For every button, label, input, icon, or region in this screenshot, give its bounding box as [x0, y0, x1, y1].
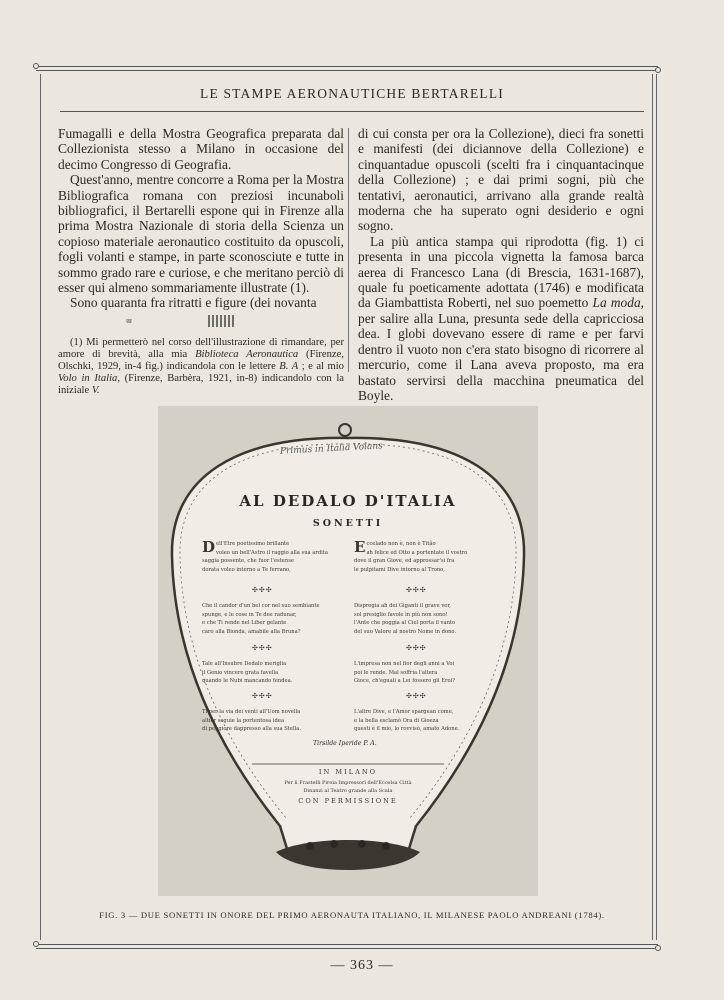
- verse-line: L'impresa non nel fior degli anni a Voi: [354, 661, 455, 667]
- footnote-title-volo: Volo in Italia,: [58, 372, 120, 384]
- verse-line: poi le rende. Mal soffria l'altera: [354, 669, 438, 676]
- right-paragraph-2-text-a: La più antica stampa qui riprodotta (fig. 1) ci presenta in una piccola vignetta la famosa barca aerea di Francesco Lana (di Brescia, 1631-1687), quale fu poeticamente adottata (1746) e modificata da Giambattista Roberti, nel suo poemetto: [358, 233, 644, 311]
- right-paragraph-2-text-b: per salire alla Luna, presunta sede della capricciosa dea. I globi dovevano essere di rame e per farvi dentro il vuoto non c'era stato bisogno di ricorrere al mercurio, come il Lana aveva proposto, ma era bastato servirsi della macchina pneumatica del Boyle.: [358, 310, 644, 403]
- column-divider: [348, 128, 349, 372]
- corner-ornament-top-right: [655, 67, 661, 73]
- verse-line: spunge, e le cose in Te dee radunar,: [202, 611, 297, 618]
- ornament: ✣✣✣: [406, 644, 427, 652]
- footnote-title-biblioteca: Biblioteca Aeronautica: [195, 348, 299, 360]
- right-sonnet-stanza-4: [354, 708, 459, 734]
- frame-rule-bottom-inner: [36, 948, 658, 949]
- verse-line: Dispregia ah dei Giganti il grave ver,: [354, 603, 451, 609]
- figure-caption: FIG. 3 — DUE SONETTI IN ONORE DEL PRIMO AERONAUTA ITALIANO, IL MILANESE PAOLO ANDREANI (1784).: [99, 910, 605, 920]
- verse-line: sol presiglio favole in più non sono!: [354, 611, 448, 618]
- printer-mark: ᵚ: [126, 314, 132, 329]
- left-sonnet-stanza-3: [202, 660, 292, 686]
- verse-line: ccelado non è, non è Titão: [366, 541, 436, 547]
- verse-line: Gioce, ch'eguali a Lei fossero gli Eroi?: [354, 678, 456, 685]
- footnote-text-2: (Firenze, Olschki, 1929, in-4 fig.) indicandola con le lettere: [58, 348, 344, 372]
- ornament: ✣✣✣: [252, 692, 273, 700]
- left-paragraph-2: Quest'anno, mentre concorre a Roma per la Mostra Bibliografica romana con preziosi incunaboli bibliografici, il Bertarelli espone qui in Firenze alla prima Mostra Nazionale di storia della Scienza un copioso materiale aeronautico costituito da opuscoli, fogli volanti e stampe, in parte sconosciute e tutte in sommo grado rare e curiose, e che meritano perciò di esser qui almeno sommariamente illustrate (1).: [58, 172, 344, 296]
- verse-line: questi è il mio, lo rovvisò, amato Adone.: [354, 726, 460, 733]
- imprint-city: IN MILANO: [318, 768, 378, 776]
- verse-line: L'altre Dive, e l'Amor spargean come,: [354, 709, 454, 715]
- ornament: ✣✣✣: [406, 586, 427, 594]
- imprint-line: Per li Frastelli Piroia Impressori dell'Eccelsa Città: [284, 780, 412, 786]
- verse-line: le pulpitami Dive intorno al Trono,: [354, 566, 445, 573]
- ornament: ✣✣✣: [406, 692, 427, 700]
- verse-line: del suo Valore al nostro Nome in dono.: [354, 628, 457, 635]
- ornament: ✣✣✣: [252, 586, 273, 594]
- left-sonnet-stanza-1: [202, 538, 329, 574]
- footnote-text-1: (1) Mi permetterò nel corso dell'illustrazione di rimandare, per amore di brevità, alla mia: [58, 336, 344, 360]
- left-paragraph-3: Sono quaranta fra ritratti e figure (dei novanta: [70, 295, 317, 311]
- right-paragraph-2: [358, 234, 644, 403]
- verse-line: di peggiore dappresso alla sua Stella.: [202, 726, 302, 733]
- right-sonnet-stanza-2: [354, 602, 456, 636]
- verse-line: dove il gran Giove, ed approssar'si fra: [354, 558, 455, 565]
- verse-line: Ti per la via dei venti all'Uom novella: [202, 709, 301, 715]
- verse-line: e la bella esclamò Ora di Gioeza: [354, 717, 439, 724]
- frame-rule-left: [40, 74, 41, 940]
- verse-line: dorata voleo interno a Te ferrano,: [202, 566, 291, 573]
- frame-rule-right-outer: [656, 74, 657, 940]
- verse-line: saggia possente, che fuor l'estense: [202, 558, 294, 565]
- verse-line: ell'Etre poetissimo brillante: [216, 541, 290, 547]
- right-sonnet-stanza-3: [354, 660, 455, 686]
- plate-subtitle: SONETTI: [312, 518, 384, 529]
- ink-smudge: [208, 315, 234, 327]
- handwritten-inscription: Primus in Italia Volans: [279, 441, 384, 457]
- footnote-1: [58, 337, 344, 397]
- frame-rule-top: [36, 66, 658, 67]
- signature: Tirsilde Iperide P. A.: [313, 740, 377, 747]
- left-column: [58, 126, 344, 397]
- imprint-permission: CON PERMISSIONE: [298, 797, 398, 805]
- verse-line: Tale all'Insubre Dedalo meriglia: [202, 661, 287, 667]
- running-head: LE STAMPE AERONAUTICHE BERTARELLI: [200, 86, 504, 101]
- imprint-line: Dinanzi al Teatro grande alla Scala: [303, 788, 393, 794]
- verse-line: altier seguie la portentosa idea: [202, 717, 285, 724]
- right-paragraph-1: di cui consta per ora la Collezione), dieci fra sonetti e manifesti (dei diciannove della Collezione) e cinquantadue opuscoli (scelti fra i cinquantacinque della Collezione) ; e dai primi sogni, più che tentativi, aeronautici, arrivano alla grande realtà moderna che ha superato ogni desiderio e ogni sogno.: [358, 126, 644, 234]
- page-number: — 363 —: [330, 958, 394, 973]
- footnote-separator: [58, 311, 344, 337]
- plate-title: AL DEDALO D'ITALIA: [239, 492, 457, 510]
- right-sonnet-stanza-1: [354, 538, 468, 574]
- running-head-rule: [60, 111, 644, 112]
- footnote-abbrev-ba: B. A: [279, 360, 299, 372]
- frame-rule-top-inner: [36, 70, 658, 71]
- corner-ornament-top-left: [33, 63, 39, 69]
- footnote-text-4: (Firenze, Barbèra, 1921, in-8) indicandolo con la iniziale: [58, 372, 344, 396]
- verse-line: voleo un bell'Astro il raggio alla sua ardita: [216, 549, 329, 556]
- left-paragraph-1: Fumagalli e della Mostra Geografica preparata dal Collezionista stesso a Milano in occasione del decimo Congresso di Geografia.: [58, 126, 344, 172]
- verse-line: caro alla Bionda, amabile alla Bruna?: [202, 628, 301, 635]
- left-sonnet-stanza-4: [202, 708, 301, 734]
- verse-line: Che il candor d'un bel cor nel suo sembiante: [202, 603, 320, 609]
- figure-plate: [158, 406, 538, 896]
- right-column: [358, 126, 644, 403]
- footnote-text-3: ; e al mio: [298, 360, 344, 372]
- corner-ornament-bottom-left: [33, 941, 39, 947]
- balloon-outline: [158, 406, 538, 896]
- verse-line: l'Ante che poggia al Ciel porta il vanto: [354, 620, 456, 627]
- verse-line: ah felice ed Otto a portentate il vostro: [366, 549, 468, 556]
- drop-cap: D: [202, 538, 216, 556]
- frame-rule-bottom: [36, 944, 658, 945]
- drop-cap: E: [354, 538, 366, 556]
- verse-line: il Genio vincere grata favella: [202, 669, 279, 676]
- verse-line: e che Ti rende nel Liber gelante: [202, 620, 287, 627]
- verse-line: quando le Nubi mancando fendea.: [202, 678, 293, 685]
- ornament: ✣✣✣: [252, 644, 273, 652]
- left-sonnet-stanza-2: [202, 602, 320, 636]
- frame-rule-right: [652, 74, 653, 940]
- poem-title-la-moda: La moda,: [592, 295, 644, 311]
- footnote-abbrev-v: V.: [91, 384, 100, 396]
- corner-ornament-bottom-right: [655, 945, 661, 951]
